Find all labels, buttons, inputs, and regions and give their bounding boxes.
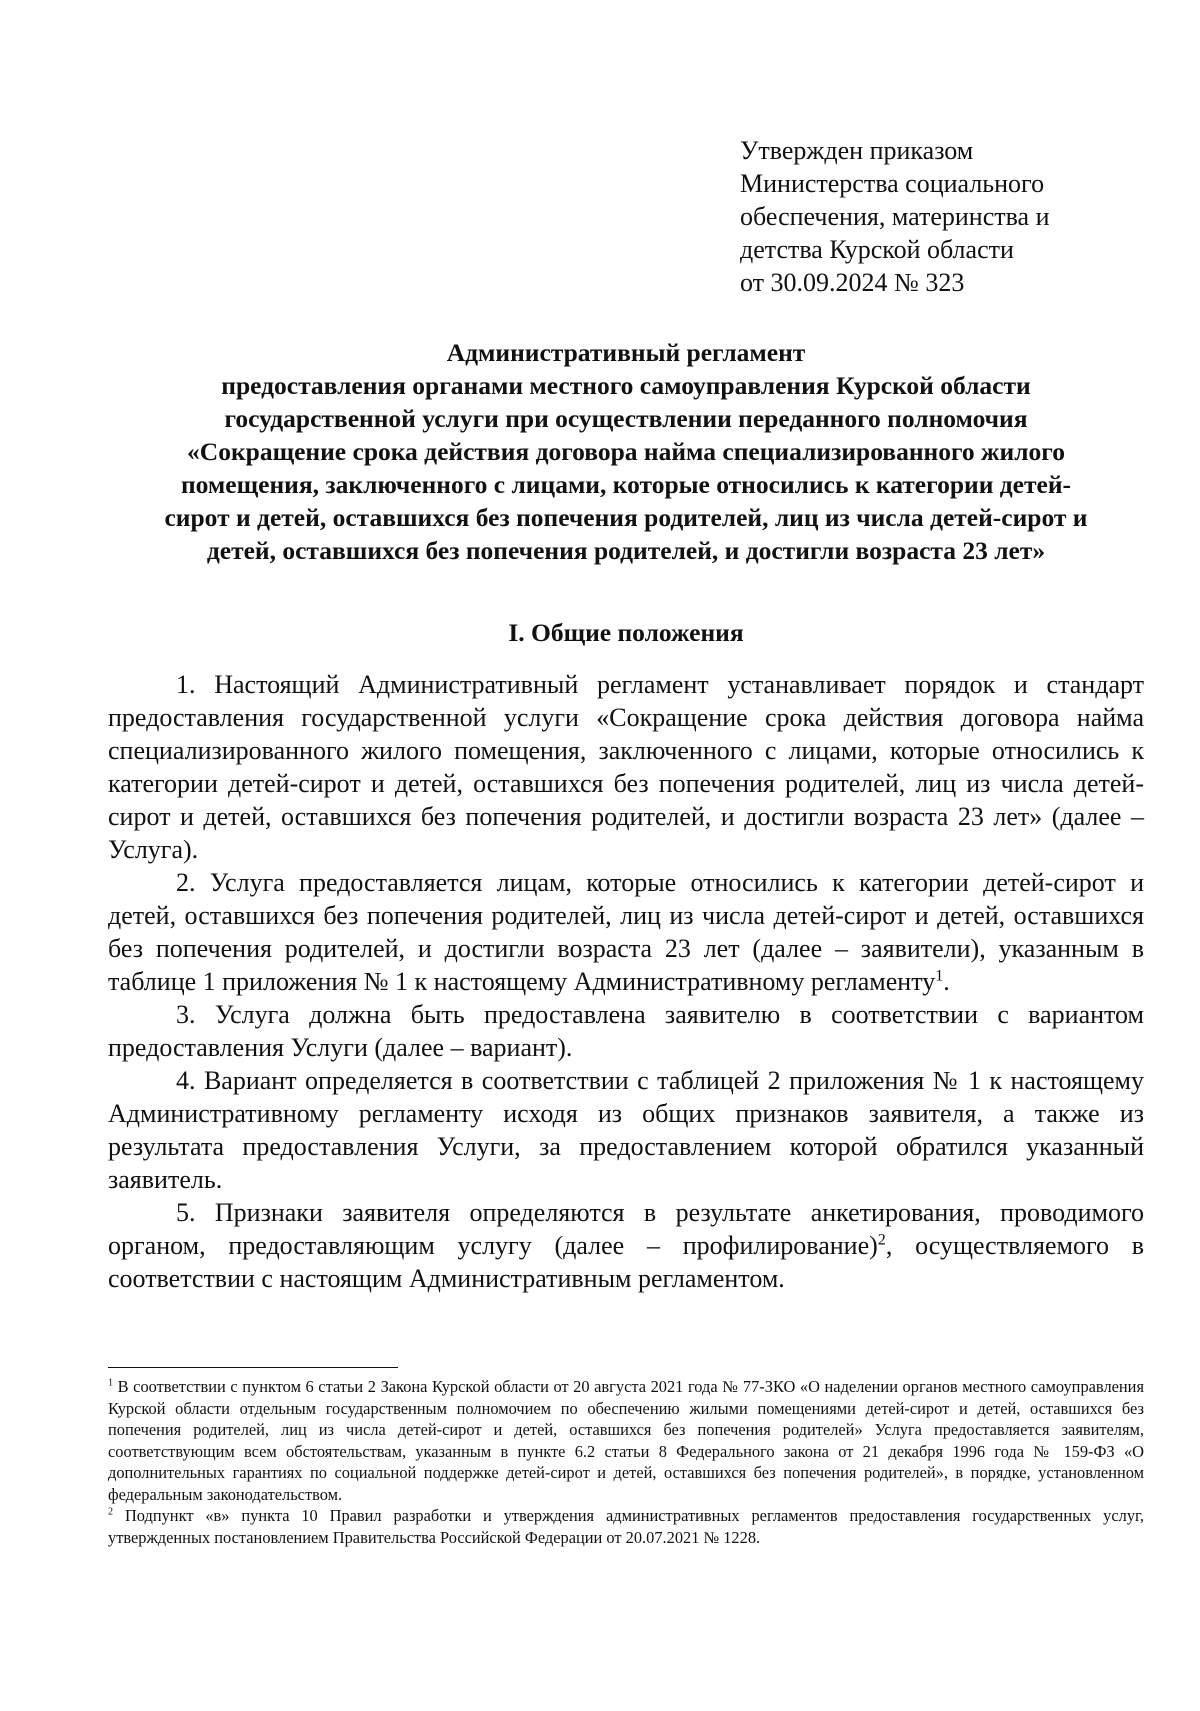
footnote-1 xyxy=(108,1376,1144,1505)
paragraph-text: 5. Признаки заявителя определяются в результате анкетирования, проводимого органом, предоставляющим услугу (далее – профилирование) xyxy=(108,1198,1144,1260)
footnote-ref[interactable]: 2 xyxy=(877,1231,886,1249)
title-line: «Сокращение срока действия договора найма специализированного жилого xyxy=(187,437,1065,466)
paragraph-3 xyxy=(108,998,1144,1064)
title-line: детей, оставшихся без попечения родителей, и достигли возраста 23 лет» xyxy=(206,536,1046,565)
approval-stamp-block xyxy=(740,134,1160,299)
footnote-mark: 2 xyxy=(108,1506,114,1518)
paragraph-text: 2. Услуга предоставляется лицам, которые относились к категории детей-сирот и детей, оставшихся без попечения родителей, лиц из числа детей-сирот и детей, оставшихся без попечения родителей, и достигли возраста 23 лет (далее – заявители), указанным в таблице 1 приложения № 1 к настоящему Административному регламенту xyxy=(108,868,1144,996)
footnote-text: В соответствии с пунктом 6 статьи 2 Закона Курской области от 20 августа 2021 года № 77-ЗКО «О наделении органов местного самоуправления Курской области отдельным государственным полномочием по обеспечению жилыми помещениями детей-сирот и детей, оставшихся без попечения родителей, лиц из числа детей-сирот и детей, оставшихся без попечения родителей» Услуга предоставляется заявителям, соответствующим всем обстоятельствам, указанным в пункте 6.2 статьи 8 Федерального закона от 21 декабря 1996 года № 159-ФЗ «О дополнительных гарантиях по социальной поддержке детей-сирот и детей, оставшихся без попечения родителей», в порядке, установленном федеральным законодательством. xyxy=(108,1377,1144,1504)
approval-line: Министерства социального xyxy=(740,169,1045,198)
footnotes xyxy=(108,1376,1144,1548)
footnote-2 xyxy=(108,1505,1144,1548)
paragraph-text: 1. Настоящий Административный регламент устанавливает порядок и стандарт предоставления государственной услуги «Сокращение срока действия договора найма специализированного жилого помещения, заключенного с лицами, которые относились к категории детей-сирот и детей, оставшихся без попечения родителей, лиц из числа детей-сирот и детей, оставшихся без попечения родителей, и достигли возраста 23 лет» (далее – Услуга). xyxy=(108,670,1144,864)
approval-line: детства Курской области xyxy=(740,235,1014,264)
footnote-ref[interactable]: 1 xyxy=(935,967,944,985)
paragraph-text: 3. Услуга должна быть предоставлена заявителю в соответствии с вариантом предоставления Услуги (далее – вариант). xyxy=(108,1000,1144,1062)
title-line: предоставления органами местного самоуправления Курской области xyxy=(221,371,1031,400)
section-body xyxy=(108,668,1144,1295)
paragraph-tail: . xyxy=(943,967,950,996)
title-line: помещения, заключенного с лицами, которые относились к категории детей- xyxy=(180,470,1072,499)
approval-line: от 30.09.2024 № 323 xyxy=(740,268,965,297)
document-title xyxy=(108,336,1144,567)
paragraph-text: 4. Вариант определяется в соответствии с таблицей 2 приложения № 1 к настоящему Административному регламенту исходя из общих признаков заявителя, а также из результата предоставления Услуги, за предоставлением которой обратился указанный заявитель. xyxy=(108,1066,1144,1194)
title-line: государственной услуги при осуществлении переданного полномочия xyxy=(224,404,1028,433)
footnote-divider xyxy=(108,1367,398,1368)
paragraph-2 xyxy=(108,866,1144,998)
approval-line: Утвержден приказом xyxy=(740,136,974,165)
paragraph-5 xyxy=(108,1196,1144,1295)
approval-line: обеспечения, материнства и xyxy=(740,202,1050,231)
title-line: сирот и детей, оставшихся без попечения родителей, лиц из числа детей-сирот и xyxy=(164,503,1088,532)
paragraph-tail: , осуществляемого в соответствии с настоящим Административным регламентом. xyxy=(108,1231,1144,1293)
footnote-mark: 1 xyxy=(108,1377,114,1389)
title-line: Административный регламент xyxy=(446,338,806,367)
paragraph-4 xyxy=(108,1064,1144,1196)
paragraph-1 xyxy=(108,668,1144,866)
section-heading: I. Общие положения xyxy=(508,618,744,647)
footnote-text: Подпункт «в» пункта 10 Правил разработки и утверждения административных регламентов предоставления государственных услуг, утвержденных постановлением Правительства Российской Федерации от 20.07.2021 № 1228. xyxy=(108,1506,1144,1547)
